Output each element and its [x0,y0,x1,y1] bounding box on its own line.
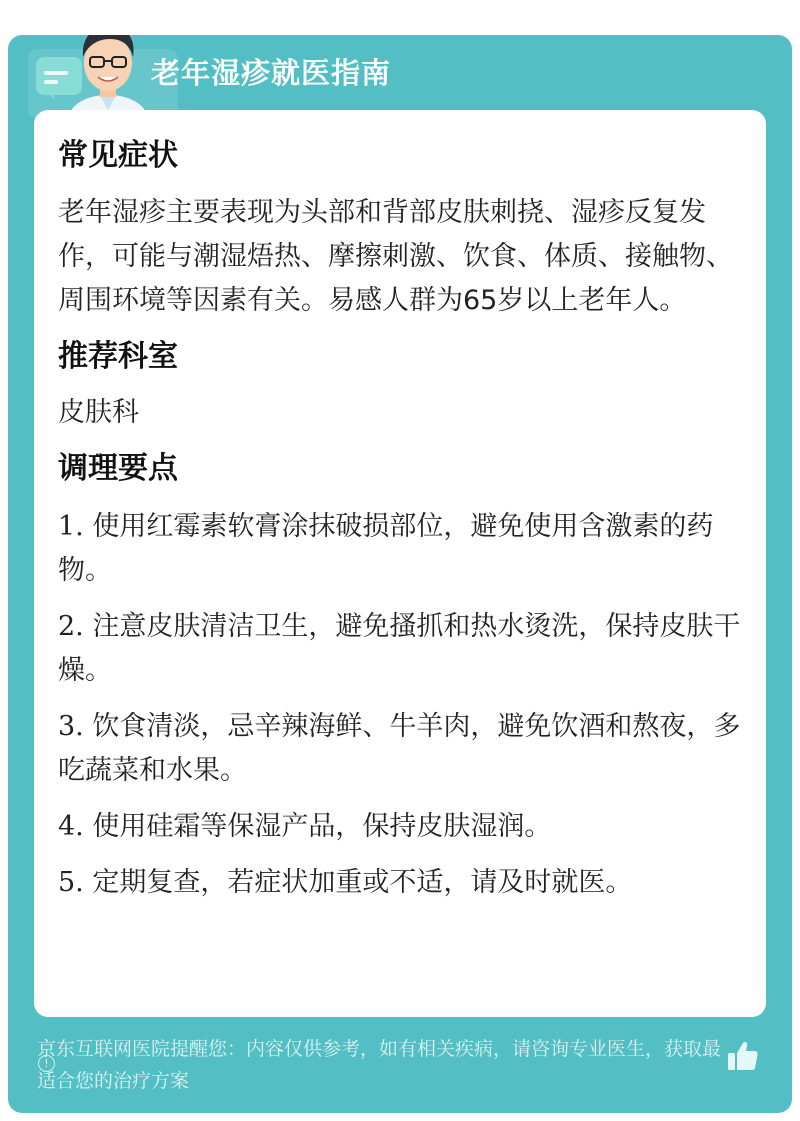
care-heading: 调理要点 [58,451,178,486]
page-title: 老年湿疹就医指南 [151,56,392,90]
care-tip-1 [58,505,748,593]
footer-notice: 京东互联网医院提醒您：内容仅供参考，如有相关疾病，请咨询专业医生，获取最适合您的治疗方案 [37,1038,722,1092]
department-heading: 推荐科室 [58,339,178,374]
care-tip-text: 定期复查，若症状加重或不适，请及时就医。 [92,867,633,898]
care-tip-text: 注意皮肤清洁卫生，避免搔抓和热水烫洗，保持皮肤干燥。 [58,611,741,686]
guide-panel [8,35,792,1113]
department-text: 皮肤科 [58,397,139,428]
care-tip-5 [58,861,748,905]
symptoms-text: 老年湿疹主要表现为头部和背部皮肤刺挠、湿疹反复发作，可能与潮湿焐热、摩擦刺激、饮食、体质、接触物、周围环境等因素有关。易感人群为65岁以上老年人。 [58,197,733,316]
care-tip-text: 使用红霉素软膏涂抹破损部位，避免使用含激素的药物。 [58,511,714,586]
care-tip-text: 使用硅霜等保湿产品，保持皮肤湿润。 [92,811,552,842]
info-icon: ! [38,1055,55,1072]
thumbs-up-icon[interactable] [726,1039,760,1073]
care-tip-number: 1. [58,511,84,542]
care-tip-2 [58,605,748,693]
content-card [34,110,766,1017]
care-tip-number: 2. [58,611,84,642]
care-tip-number: 5. [58,867,84,898]
care-tip-number: 3. [58,711,84,742]
symptoms-heading: 常见症状 [58,138,178,173]
care-tip-number: 4. [58,811,84,842]
care-tip-3 [58,705,748,793]
care-tip-text: 饮食清淡，忌辛辣海鲜、牛羊肉，避免饮酒和熬夜，多吃蔬菜和水果。 [58,711,741,786]
care-tip-4 [58,805,748,849]
